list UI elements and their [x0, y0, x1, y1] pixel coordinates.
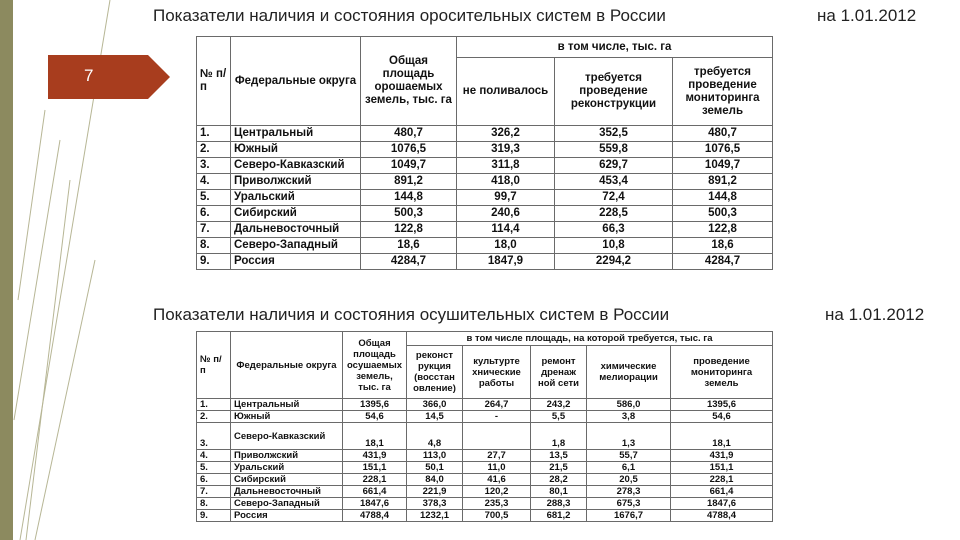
value-cell: 661,4 — [671, 486, 773, 498]
district-name: Северо-Кавказский — [231, 423, 343, 450]
value-cell: 5,5 — [531, 411, 587, 423]
header-not-irrigated: не поливалось — [457, 58, 555, 126]
header-district: Федеральные округа — [231, 332, 343, 399]
value-cell: 431,9 — [343, 450, 407, 462]
value-cell: 700,5 — [463, 510, 531, 522]
row-number: 6. — [197, 474, 231, 486]
value-cell: 480,7 — [673, 126, 773, 142]
value-cell: 1847,6 — [671, 498, 773, 510]
value-cell: 4284,7 — [361, 254, 457, 270]
drainage-title: Показатели наличия и состояния осушительных систем в России — [153, 305, 670, 324]
value-cell: 240,6 — [457, 206, 555, 222]
value-cell: 13,5 — [531, 450, 587, 462]
value-cell: 311,8 — [457, 158, 555, 174]
value-cell: 1,3 — [587, 423, 671, 450]
value-cell: 681,2 — [531, 510, 587, 522]
district-name: Уральский — [231, 190, 361, 206]
value-cell: 4788,4 — [343, 510, 407, 522]
value-cell: 243,2 — [531, 399, 587, 411]
table-row — [197, 399, 773, 411]
value-cell: 319,3 — [457, 142, 555, 158]
table-row — [197, 158, 773, 174]
district-name: Северо-Западный — [231, 238, 361, 254]
value-cell: 114,4 — [457, 222, 555, 238]
header-including: в том числе площадь, на которой требуется, тыс. га — [407, 332, 773, 346]
row-number: 5. — [197, 462, 231, 474]
district-name: Россия — [231, 254, 361, 270]
value-cell: 2294,2 — [555, 254, 673, 270]
value-cell: 378,3 — [407, 498, 463, 510]
header-chemical: химические мелиорации — [587, 346, 671, 399]
value-cell: 500,3 — [361, 206, 457, 222]
value-cell: 66,3 — [555, 222, 673, 238]
value-cell: 453,4 — [555, 174, 673, 190]
row-number: 2. — [197, 142, 231, 158]
header-cultural-works: культурте хнические работы — [463, 346, 531, 399]
table-row — [197, 190, 773, 206]
value-cell: 6,1 — [587, 462, 671, 474]
row-number: 1. — [197, 126, 231, 142]
header-no: № п/п — [197, 37, 231, 126]
header-monitoring: требуется проведение мониторинга земель — [673, 58, 773, 126]
row-number: 3. — [197, 423, 231, 450]
value-cell: 1049,7 — [361, 158, 457, 174]
drainage-table-body — [197, 399, 773, 522]
value-cell: 1076,5 — [361, 142, 457, 158]
header-no: № п/п — [197, 332, 231, 399]
value-cell: 228,5 — [555, 206, 673, 222]
district-name: Северо-Западный — [231, 498, 343, 510]
district-name: Приволжский — [231, 174, 361, 190]
value-cell: 41,6 — [463, 474, 531, 486]
value-cell: 99,7 — [457, 190, 555, 206]
value-cell: 418,0 — [457, 174, 555, 190]
value-cell: 122,8 — [361, 222, 457, 238]
table-row — [197, 486, 773, 498]
row-number: 7. — [197, 222, 231, 238]
table-row — [197, 510, 773, 522]
table-row — [197, 254, 773, 270]
value-cell: 54,6 — [671, 411, 773, 423]
drainage-table — [196, 331, 773, 522]
value-cell: 629,7 — [555, 158, 673, 174]
district-name: Сибирский — [231, 474, 343, 486]
value-cell: 4284,7 — [673, 254, 773, 270]
value-cell: 3,8 — [587, 411, 671, 423]
slide-number: 7 — [84, 66, 94, 85]
value-cell: 21,5 — [531, 462, 587, 474]
value-cell: 221,9 — [407, 486, 463, 498]
table-row — [197, 174, 773, 190]
district-name: Уральский — [231, 462, 343, 474]
value-cell: 55,7 — [587, 450, 671, 462]
table-row — [197, 222, 773, 238]
value-cell: 675,3 — [587, 498, 671, 510]
value-cell: 72,4 — [555, 190, 673, 206]
irrigation-table-body — [197, 126, 773, 270]
header-including: в том числе, тыс. га — [457, 37, 773, 58]
value-cell: 661,4 — [343, 486, 407, 498]
value-cell: 120,2 — [463, 486, 531, 498]
table-row — [197, 238, 773, 254]
table-row — [197, 498, 773, 510]
row-number: 2. — [197, 411, 231, 423]
value-cell: 1232,1 — [407, 510, 463, 522]
value-cell: 326,2 — [457, 126, 555, 142]
value-cell: 1076,5 — [673, 142, 773, 158]
value-cell: 84,0 — [407, 474, 463, 486]
value-cell: 352,5 — [555, 126, 673, 142]
header-total: Общая площадь осушаемых земель, тыс. га — [343, 332, 407, 399]
header-drainage-repair: ремонт дренаж ной сети — [531, 346, 587, 399]
row-number: 8. — [197, 238, 231, 254]
row-number: 4. — [197, 174, 231, 190]
district-name: Россия — [231, 510, 343, 522]
value-cell: 14,5 — [407, 411, 463, 423]
drainage-date: на 1.01.2012 — [825, 305, 925, 324]
value-cell: 1049,7 — [673, 158, 773, 174]
value-cell: 50,1 — [407, 462, 463, 474]
value-cell: 18,6 — [361, 238, 457, 254]
table-row — [197, 142, 773, 158]
value-cell: 1395,6 — [671, 399, 773, 411]
value-cell: 264,7 — [463, 399, 531, 411]
value-cell: 1,8 — [531, 423, 587, 450]
value-cell: 480,7 — [361, 126, 457, 142]
value-cell: 891,2 — [361, 174, 457, 190]
table-row — [197, 450, 773, 462]
value-cell: 113,0 — [407, 450, 463, 462]
district-name: Южный — [231, 411, 343, 423]
table-row — [197, 462, 773, 474]
header-total: Общая площадь орошаемых земель, тыс. га — [361, 37, 457, 126]
value-cell: 18,6 — [673, 238, 773, 254]
value-cell: 586,0 — [587, 399, 671, 411]
value-cell: 18,1 — [343, 423, 407, 450]
value-cell: 144,8 — [673, 190, 773, 206]
header-reconstruction: требуется проведение реконструкции — [555, 58, 673, 126]
value-cell: 151,1 — [343, 462, 407, 474]
value-cell: - — [463, 411, 531, 423]
value-cell: 4788,4 — [671, 510, 773, 522]
value-cell: 54,6 — [343, 411, 407, 423]
value-cell: 228,1 — [343, 474, 407, 486]
value-cell: 288,3 — [531, 498, 587, 510]
row-number: 1. — [197, 399, 231, 411]
value-cell: 151,1 — [671, 462, 773, 474]
header-monitoring: проведение мониторинга земель — [671, 346, 773, 399]
value-cell: 144,8 — [361, 190, 457, 206]
table-row — [197, 206, 773, 222]
value-cell: 20,5 — [587, 474, 671, 486]
value-cell: 559,8 — [555, 142, 673, 158]
row-number: 3. — [197, 158, 231, 174]
value-cell — [463, 423, 531, 450]
value-cell: 18,1 — [671, 423, 773, 450]
district-name: Северо-Кавказский — [231, 158, 361, 174]
value-cell: 28,2 — [531, 474, 587, 486]
district-name: Дальневосточный — [231, 222, 361, 238]
table-row — [197, 474, 773, 486]
value-cell: 278,3 — [587, 486, 671, 498]
district-name: Южный — [231, 142, 361, 158]
value-cell: 366,0 — [407, 399, 463, 411]
header-reconstruction: реконст рукция (восстан овление) — [407, 346, 463, 399]
row-number: 4. — [197, 450, 231, 462]
header-district: Федеральные округа — [231, 37, 361, 126]
irrigation-table — [196, 36, 773, 270]
district-name: Центральный — [231, 399, 343, 411]
table-row — [197, 411, 773, 423]
district-name: Дальневосточный — [231, 486, 343, 498]
row-number: 8. — [197, 498, 231, 510]
value-cell: 80,1 — [531, 486, 587, 498]
row-number: 5. — [197, 190, 231, 206]
value-cell: 1847,9 — [457, 254, 555, 270]
value-cell: 500,3 — [673, 206, 773, 222]
irrigation-date: на 1.01.2012 — [817, 6, 917, 25]
value-cell: 11,0 — [463, 462, 531, 474]
value-cell: 10,8 — [555, 238, 673, 254]
row-number: 9. — [197, 254, 231, 270]
table-row — [197, 126, 773, 142]
irrigation-title: Показатели наличия и состояния оросительных систем в России — [153, 6, 666, 25]
district-name: Центральный — [231, 126, 361, 142]
value-cell: 27,7 — [463, 450, 531, 462]
value-cell: 891,2 — [673, 174, 773, 190]
table-row — [197, 423, 773, 450]
district-name: Сибирский — [231, 206, 361, 222]
value-cell: 18,0 — [457, 238, 555, 254]
value-cell: 4,8 — [407, 423, 463, 450]
row-number: 9. — [197, 510, 231, 522]
value-cell: 1847,6 — [343, 498, 407, 510]
row-number: 7. — [197, 486, 231, 498]
value-cell: 1676,7 — [587, 510, 671, 522]
value-cell: 1395,6 — [343, 399, 407, 411]
row-number: 6. — [197, 206, 231, 222]
value-cell: 431,9 — [671, 450, 773, 462]
slide-number-badge — [48, 55, 148, 99]
district-name: Приволжский — [231, 450, 343, 462]
value-cell: 235,3 — [463, 498, 531, 510]
value-cell: 122,8 — [673, 222, 773, 238]
value-cell: 228,1 — [671, 474, 773, 486]
